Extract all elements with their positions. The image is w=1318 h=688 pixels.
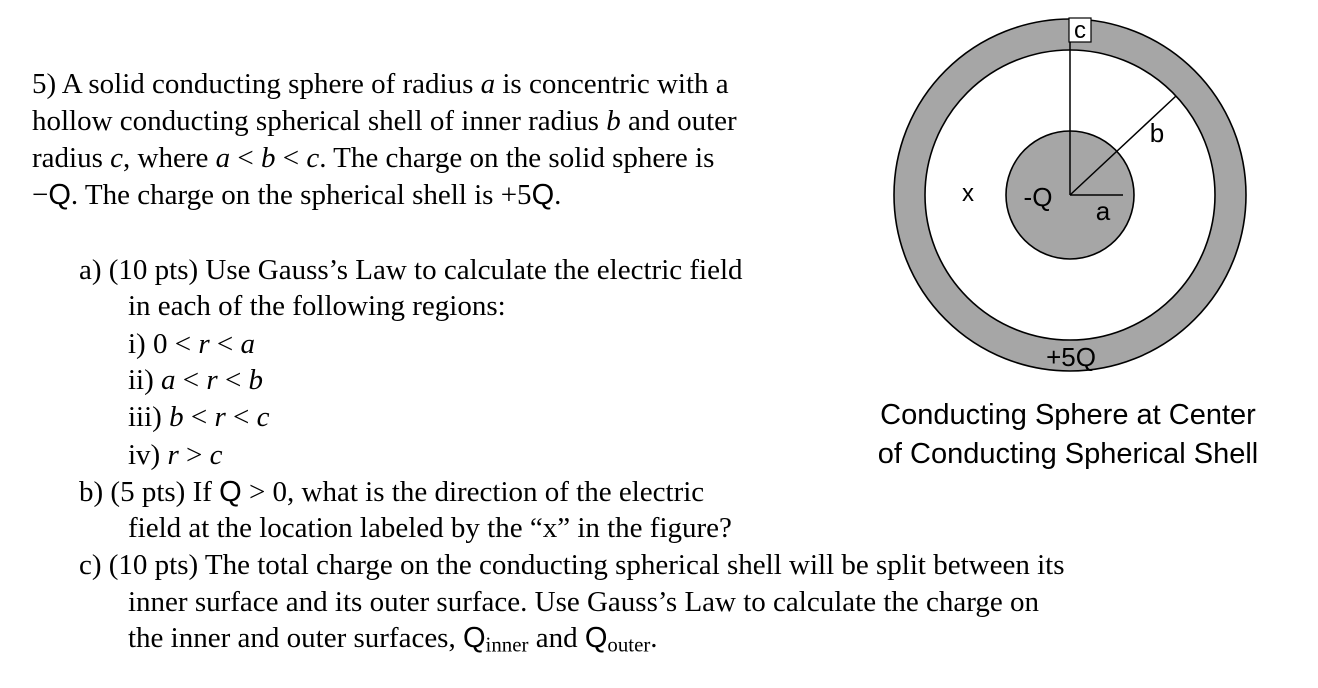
part-b-line-1: b) (5 pts) If Q > 0, what is the direction of the electric (79, 476, 705, 508)
label-inner-charge: -Q (1023, 182, 1053, 212)
part-c-line-1: c) (10 pts) The total charge on the conducting spherical shell will be split between its (79, 549, 1065, 581)
region-ii: ii) a < r < b (128, 364, 264, 396)
label-a: a (1095, 196, 1111, 226)
figure-caption (853, 396, 1283, 474)
region-iv: iv) r > c (128, 439, 223, 471)
intro-line-2: hollow conducting spherical shell of inner radius b and outer (32, 105, 737, 137)
intro-line-1: 5) A solid conducting sphere of radius a is concentric with a (32, 68, 729, 100)
part-b-line-2: field at the location labeled by the “x” in the figure? (128, 512, 732, 544)
label-x: x (962, 180, 974, 207)
label-shell-charge: +5Q (1046, 342, 1096, 372)
part-a-line-1: a) (10 pts) Use Gauss’s Law to calculate the electric field (79, 254, 743, 286)
intro-line-4: −Q. The charge on the spherical shell is +5Q. (32, 179, 562, 211)
label-c: c (1074, 17, 1086, 44)
caption-line-2: of Conducting Spherical Shell (877, 438, 1259, 470)
part-c-line-2: inner surface and its outer surface. Use Gauss’s Law to calculate the charge on (128, 586, 1039, 618)
part-c-line-3: the inner and outer surfaces, $Q_{inner}$ and $Q_{outer}$. (128, 622, 658, 657)
region-iii: iii) b < r < c (128, 401, 270, 433)
region-i: i) 0 < r < a (128, 328, 255, 360)
part-a-line-2: in each of the following regions: (128, 290, 506, 322)
intro-line-3: radius c, where a < b < c. The charge on the solid sphere is (32, 142, 715, 174)
caption-line-1: Conducting Sphere at Center (880, 399, 1256, 431)
label-b: b (1149, 118, 1165, 148)
